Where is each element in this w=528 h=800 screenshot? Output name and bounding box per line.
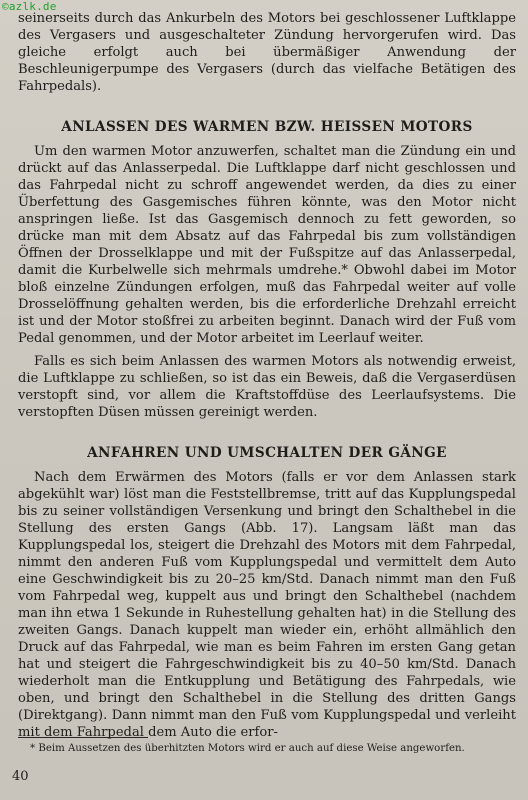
paragraph-warm-start-1: Um den warmen Motor anzuwerfen, schaltet man die Zündung ein und drückt auf das Anlasserpedal. Die Luftklappe darf nicht geschlossen und das Fahrpedal nicht zu schroff angewendet werden, da dies zu einer Überfettung des Gasgemisches führen könnte, was den Motor nicht anspringen ließe. Ist das Gasgemisch dennoch zu fett geworden, so drücke man mit dem Absatz auf das Fahrpedal bis zum vollständigen Öffnen der Drosselklappe und mit der Fußspitze auf das Anlasserpedal, damit die Kurbelwelle sich mehrmals umdrehe.* Obwohl dabei im Motor bloß einzelne Zündungen erfolgen, muß das Fahrpedal weiter auf volle Drosselöffnung gehalten werden, bis die erforderliche Drehzahl erreicht ist und der Motor stoßfrei zu arbeiten beginnt. Danach wird der Fuß vom Pedal genommen, und der Motor arbeitet im Leerlauf weiter. — [18, 144, 516, 346]
paragraph-warm-start-2: Falls es sich beim Anlassen des warmen Motors als notwendig erweist, die Luftklappe zu schließen, so ist das ein Beweis, daß die Vergaserdüsen verstopft sind, vor allem die Kraftstoffdüse des Leerlaufsystems. Die verstopften Düsen müssen gereinigt werden. — [18, 354, 516, 420]
page-content — [18, 10, 516, 741]
paragraph-gear-shifting-1: Nach dem Erwärmen des Motors (falls er vor dem Anlassen stark abgekühlt war) löst man die Feststellbremse, tritt auf das Kupplungspedal bis zu seiner vollständigen Versenkung und bringt den Schalthebel in die Stellung des ersten Gangs (Abb. 17). Langsam läßt man das Kupplungspedal los, steigert die Drehzahl des Motors mit dem Fahrpedal, nimmt den anderen Fuß vom Kupplungspedal und vermittelt dem Auto eine Geschwindigkeit bis zu 20–25 km/Std. Danach nimmt man den Fuß vom Fahrpedal weg, kuppelt aus und bringt den Schalthebel (nachdem man ihn etwa 1 Sekunde in Ruhestellung gehalten hat) in die Stellung des zweiten Gangs. Danach kuppelt man wieder ein, erhöht allmählich den Druck auf das Fahrpedal, wie man es beim Fahren im ersten Gang getan hat und steigert die Fahrgeschwindigkeit bis zu 40–50 km/Std. Danach wiederholt man die Entkupplung und Betätigung des Fahrpedals, wie oben, und bringt den Schalthebel in die Stellung des dritten Gangs (Direktgang). Dann nimmt man den Fuß vom Kupplungspedal und verleiht mit dem Fahrpedal dem Auto die erfor- — [18, 470, 516, 740]
page-number: 40 — [12, 769, 29, 784]
footnote-divider — [18, 737, 148, 738]
section-heading-gear-shifting: ANFAHREN UND UMSCHALTEN DER GÄNGE — [87, 445, 447, 461]
footnote: * Beim Aussetzen des überhitzten Motors wird er auch auf diese Weise angeworfen. — [30, 743, 465, 754]
intro-paragraph: seinerseits durch das Ankurbeln des Motors bei geschlossener Luftklappe des Vergasers und ausgeschalteter Zündung hervorgerufen wird. Das gleiche erfolgt auch bei übermäßiger Anwendung der Beschleunigerpumpe des Vergasers (durch das vielfache Betätigen des Fahrpedals). — [18, 11, 516, 94]
section-heading-warm-start: ANLASSEN DES WARMEN BZW. HEISSEN MOTORS — [61, 119, 473, 135]
watermark: ©azlk.de — [2, 0, 57, 13]
